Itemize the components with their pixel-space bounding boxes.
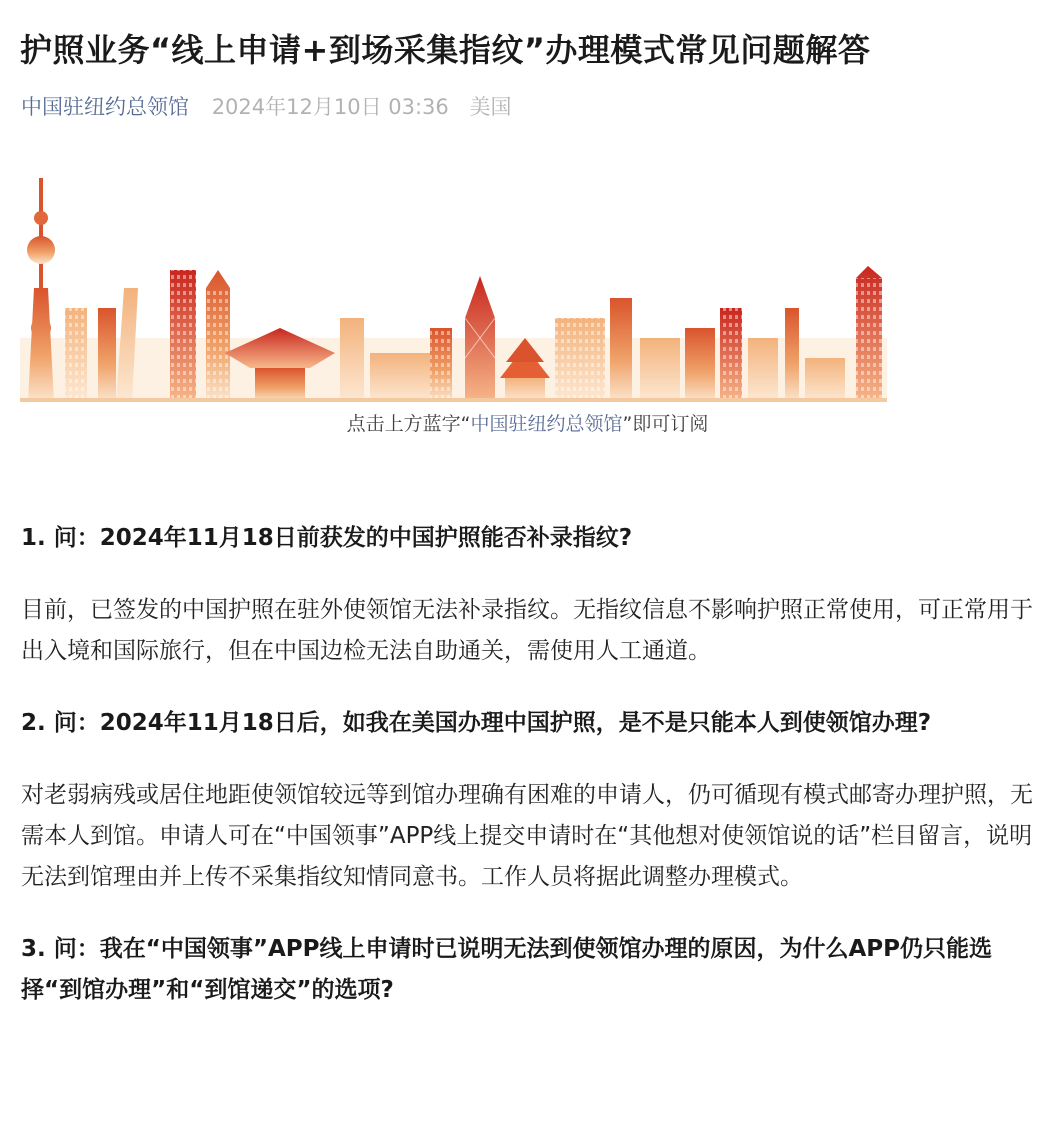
article-title: 护照业务“线上申请+到场采集指纹”办理模式常见问题解答: [20, 31, 871, 69]
faq-content: [21, 518, 1039, 1011]
article-meta: [21, 92, 511, 122]
faq-question-2: 2. 问：2024年11月18日后，如我在美国办理中国护照，是不是只能本人到使领馆办理?: [21, 710, 932, 736]
caption-suffix: ”即可订阅: [622, 413, 709, 435]
publish-date: 2024年12月10日 03:36: [211, 95, 449, 119]
publish-region: 美国: [469, 95, 512, 119]
faq-question-3: 3. 问：我在“中国领事”APP线上申请时已说明无法到使领馆办理的原因，为什么APP仍只能选择“到馆办理”和“到馆递交”的选项?: [21, 936, 993, 1003]
account-name-link[interactable]: 中国驻纽约总领馆: [21, 95, 189, 119]
faq-answer-2: 对老弱病残或居住地距使领馆较远等到馆办理确有困难的申请人，仍可循现有模式邮寄办理护照，无需本人到馆。申请人可在“中国领事”APP线上提交申请时在“其他想对使领馆说的话”栏目留言，说明无法到馆理由并上传不采集指纹知情同意书。工作人员将据此调整办理模式。: [21, 782, 1033, 890]
city-skyline-banner-image: [20, 178, 887, 402]
caption-prefix: 点击上方蓝字“: [346, 413, 471, 435]
caption-account-link[interactable]: 中国驻纽约总领馆: [470, 413, 623, 435]
faq-answer-1: 目前，已签发的中国护照在驻外使领馆无法补录指纹。无指纹信息不影响护照正常使用，可正常用于出入境和国际旅行，但在中国边检无法自助通关，需使用人工通道。: [21, 597, 1033, 664]
subscribe-caption: [0, 410, 1055, 438]
faq-question-1: 1. 问：2024年11月18日前获发的中国护照能否补录指纹?: [21, 525, 633, 551]
